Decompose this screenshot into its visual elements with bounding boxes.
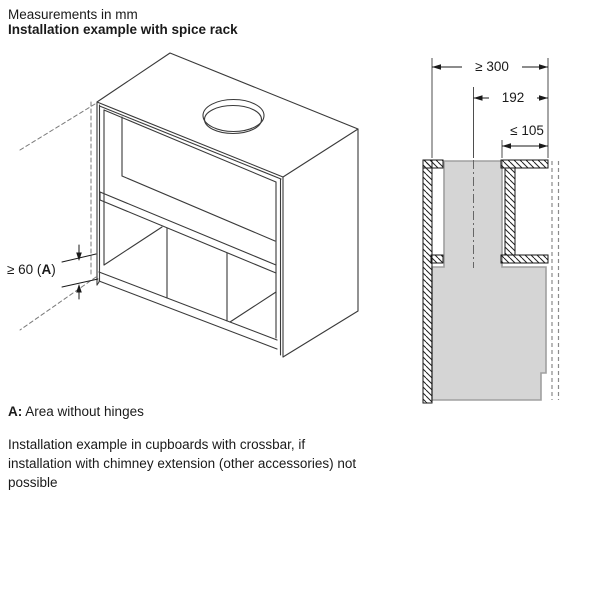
arrow-left-icon: [432, 64, 441, 70]
vent-hole: [203, 100, 264, 134]
compartment-dividers: [104, 227, 276, 322]
dimension-60-label: [7, 262, 56, 278]
spice-rack-shelf: [100, 117, 276, 273]
cabinet-top-face: [97, 53, 358, 179]
cross-section-drawing: [423, 58, 559, 403]
dimension-300-label: ≥ 300: [462, 60, 522, 74]
note-a-label: A:: [8, 404, 23, 419]
dimension-192-label: 192: [489, 91, 537, 105]
header-line-title: Installation example with spice rack: [8, 22, 238, 37]
dimension-105-label: ≤ 105: [510, 123, 544, 138]
arrow-right-icon: [539, 64, 548, 70]
arrow-down-icon: [76, 253, 82, 262]
hatched-walls: [423, 160, 548, 403]
front-opening-frame: [104, 110, 276, 338]
cabinet-outer-edges: [97, 102, 358, 357]
optional-wall-dashed-lines: [552, 161, 559, 400]
note-a-text: Area without hinges: [22, 404, 144, 419]
arrow-up-icon: [76, 284, 82, 293]
dimension-60-suffix: ): [51, 262, 56, 277]
chimney-duct-body: [432, 161, 546, 400]
construction-dashed-lines: [20, 102, 96, 330]
arrow-right-icon: [539, 143, 548, 149]
header-line-measurements: Measurements in mm: [8, 7, 138, 22]
arrow-right-icon: [539, 95, 548, 101]
installation-note-paragraph: Installation example in cupboards with crossbar, if installation with chimney extension (other accessories) not possible: [8, 437, 357, 490]
dimension-60-prefix: ≥ 60 (: [7, 262, 42, 277]
dimension-60-marks: [62, 245, 98, 299]
cabinet-isometric-drawing: [20, 53, 358, 357]
arrow-left-icon: [474, 95, 483, 101]
arrow-left-icon: [502, 143, 511, 149]
note-a: [8, 404, 144, 420]
dimension-60-letter: A: [41, 262, 52, 277]
cabinet-bottom-board: [99, 272, 277, 349]
